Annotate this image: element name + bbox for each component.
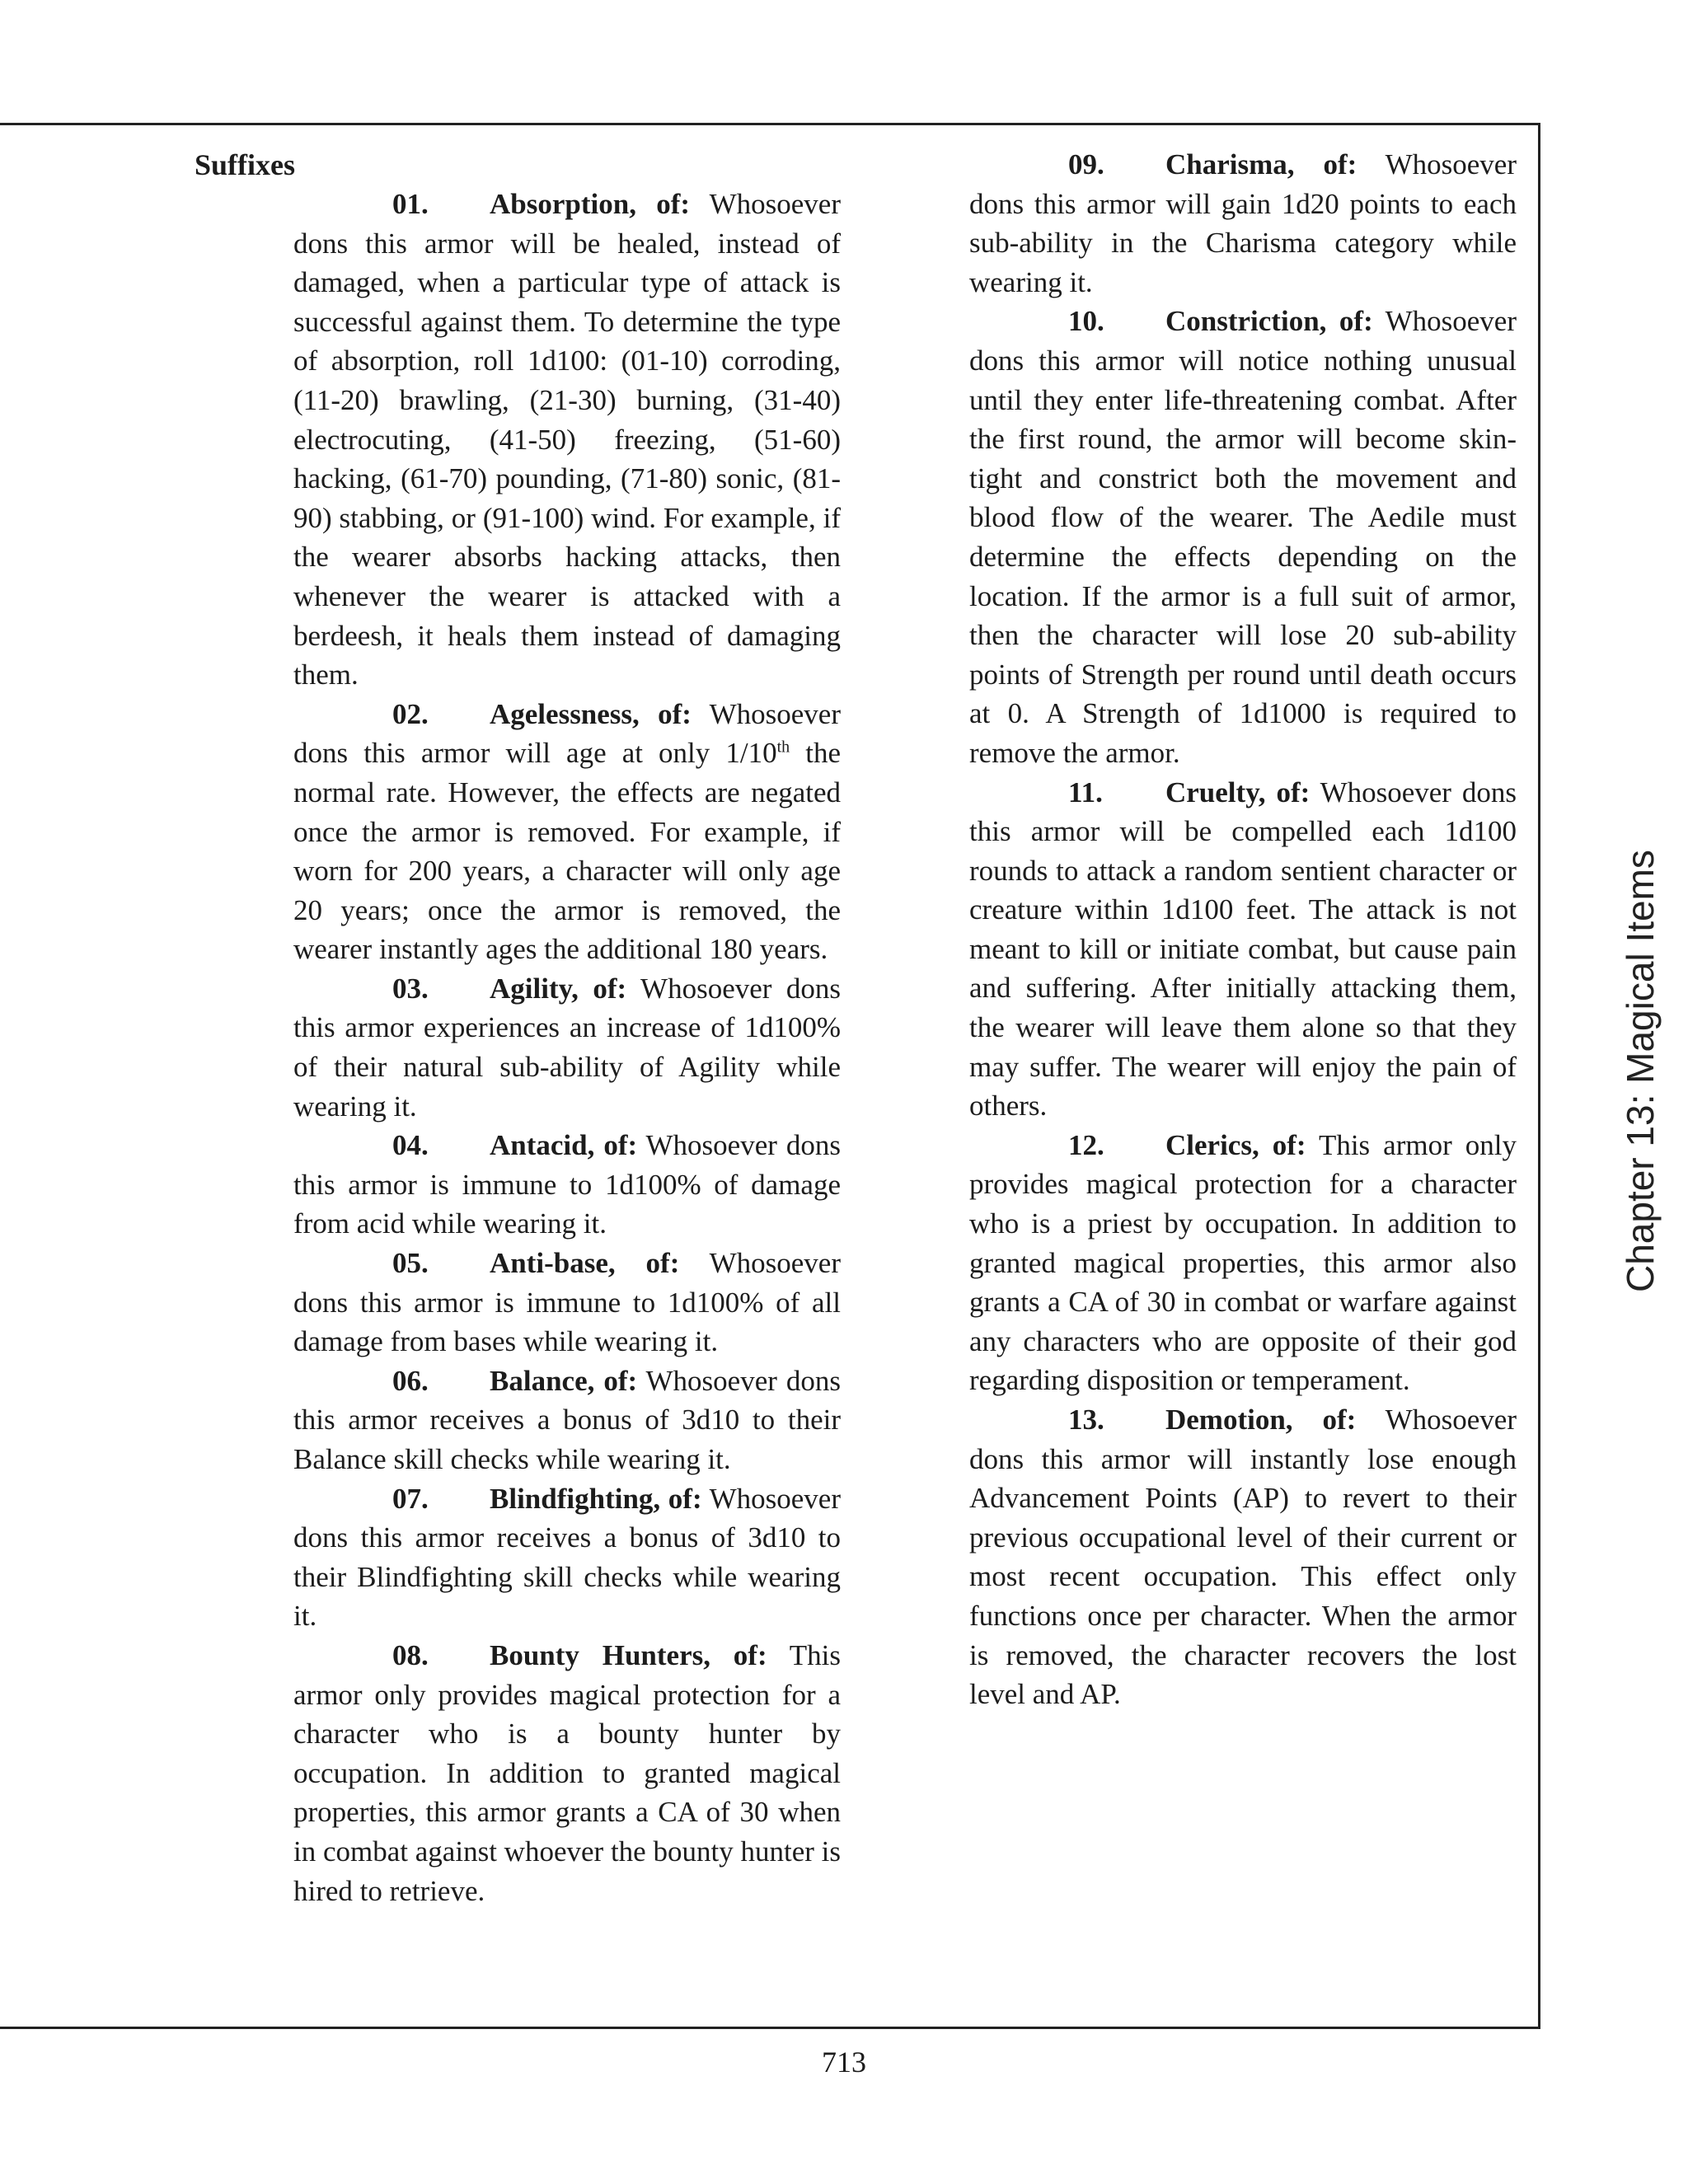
entry-name: Anti-base, of: (490, 1247, 680, 1280)
entry-text: Whosoever dons this armor receives a bonus of 3d10 to their Blindfighting skill checks while wearing it. (293, 1482, 841, 1633)
left-column (293, 185, 841, 1910)
entry-text-continued: the normal rate. However, the effects are negated once the armor is removed. For example, if worn for 200 years, a character will only age 20 years; once the armor is removed, the wearer instantly ages the additional 180 years. (293, 737, 842, 966)
entry-number: 02. (392, 697, 429, 730)
entry-name: Absorption, of: (490, 188, 691, 220)
entry-text: Whosoever dons this armor will be compelled each 1d100 rounds to attack a random sentient character or creature within 1d100 feet. The attack is not meant to kill or initiate combat, but cause pain and suffering. After initially attacking them, the wearer will leave them alone so that they may suffer. The wearer will enjoy the pain of others. (969, 776, 1517, 1122)
entry-number: 06. (392, 1364, 429, 1397)
suffix-entry-10 (969, 302, 1517, 772)
entry-number: 08. (392, 1638, 429, 1671)
suffix-entry-04 (293, 1126, 841, 1244)
page-frame-top-rule (0, 123, 1540, 125)
suffix-entry-03 (293, 969, 841, 1126)
entry-name: Demotion, of: (1165, 1404, 1357, 1436)
suffix-entry-05 (293, 1244, 841, 1361)
entry-number: 04. (392, 1129, 429, 1162)
entry-name: Agility, of: (490, 972, 627, 1005)
entry-text: Whosoever dons this armor is immune to 1d100% of damage from acid while wearing it. (293, 1129, 841, 1240)
suffix-entry-07 (293, 1479, 841, 1636)
suffix-entry-11 (969, 773, 1517, 1126)
suffix-entry-06 (293, 1361, 841, 1479)
entry-text: Whosoever dons this armor will age at only 1/10 (293, 697, 841, 770)
entry-number: 13. (1068, 1404, 1104, 1436)
entry-text: Whosoever dons this armor is immune to 1d100% of all damage from bases while wearing it. (293, 1247, 841, 1358)
entry-number: 11. (1068, 776, 1103, 808)
entry-number: 10. (1068, 305, 1104, 338)
entry-text: Whosoever dons this armor receives a bonus of 3d10 to their Balance skill checks while wearing it. (293, 1364, 841, 1475)
entry-text: Whosoever dons this armor will instantly lose enough Advancement Points (AP) to revert to their previous occupational level of their current or most recent occupation. This effect only functions once per character. When the armor is removed, the character recovers the lost level and AP. (969, 1404, 1517, 1711)
entry-text: Whosoever dons this armor will notice nothing unusual until they enter life-threatening combat. After the first round, the armor will become skin-tight and constrict both the movement and blood flow of the wearer. The Aedile must determine the effects depending on the location. If the armor is a full suit of armor, then the character will lose 20 sub-ability points of Strength per round until death occurs at 0. A Strength of 1d1000 is required to remove the armor. (969, 305, 1517, 769)
entry-text: This armor only provides magical protection for a character who is a bounty hunter by occupation. In addition to granted magical properties, this armor grants a CA of 30 when in combat against whoever the bounty hunter is hired to retrieve. (293, 1638, 842, 1907)
right-column (969, 145, 1517, 1714)
superscript-th: th (776, 738, 790, 757)
page-number: 713 (822, 2046, 866, 2079)
entry-number: 01. (392, 188, 429, 220)
chapter-side-tab: Chapter 13: Magical Items (1619, 850, 1662, 1292)
entry-name: Blindfighting, of: (490, 1482, 702, 1515)
entry-number: 05. (392, 1247, 429, 1280)
entry-number: 07. (392, 1482, 429, 1515)
suffix-entry-13 (969, 1400, 1517, 1714)
entry-name: Clerics, of: (1165, 1128, 1306, 1161)
page-frame-bottom-rule (0, 2027, 1540, 2029)
entry-text: Whosoever dons this armor will be healed, instead of damaged, when a particular type of attack is successful against them. To determine the type of absorption, roll 1d100: (01-10) corroding, (11-20) brawling, (21-30) burning, (31-40) electrocuting, (41-50) freezing, (51-60) hacking, (61-70) pounding, (71-80) sonic, (81-90) stabbing, or (91-100) wind. For example, if the wearer absorbs hacking attacks, then whenever the wearer is attacked with a berdeesh, it heals them instead of damaging them. (293, 188, 841, 691)
entry-name: Cruelty, of: (1165, 776, 1311, 808)
entry-name: Antacid, of: (490, 1129, 638, 1162)
entry-text: Whosoever dons this armor experiences an increase of 1d100% of their natural sub-ability of Agility while wearing it. (293, 972, 841, 1122)
suffix-entry-01 (293, 185, 841, 695)
page-frame-right-rule (1538, 123, 1540, 2028)
suffix-entry-08 (293, 1636, 841, 1910)
suffix-entry-09 (969, 145, 1517, 302)
suffix-entry-12 (969, 1126, 1517, 1400)
entry-number: 12. (1068, 1128, 1104, 1161)
entry-name: Charisma, of: (1165, 148, 1357, 180)
entry-number: 09. (1068, 148, 1104, 180)
entry-name: Balance, of: (490, 1364, 638, 1397)
entry-name: Constriction, of: (1165, 305, 1373, 338)
entry-number: 03. (392, 972, 429, 1005)
entry-name: Bounty Hunters, of: (490, 1638, 767, 1671)
entry-text: This armor only provides magical protection for a character who is a priest by occupation. In addition to granted magical properties, this armor also grants a CA of 30 in combat or warfare against any characters who are opposite of their god regarding disposition or temperament. (969, 1128, 1517, 1397)
entry-text: Whosoever dons this armor will gain 1d20 points to each sub-ability in the Charisma category while wearing it. (969, 148, 1517, 298)
suffix-entry-02 (293, 695, 841, 969)
entry-name: Agelessness, of: (490, 697, 692, 730)
section-heading: Suffixes (195, 148, 296, 181)
